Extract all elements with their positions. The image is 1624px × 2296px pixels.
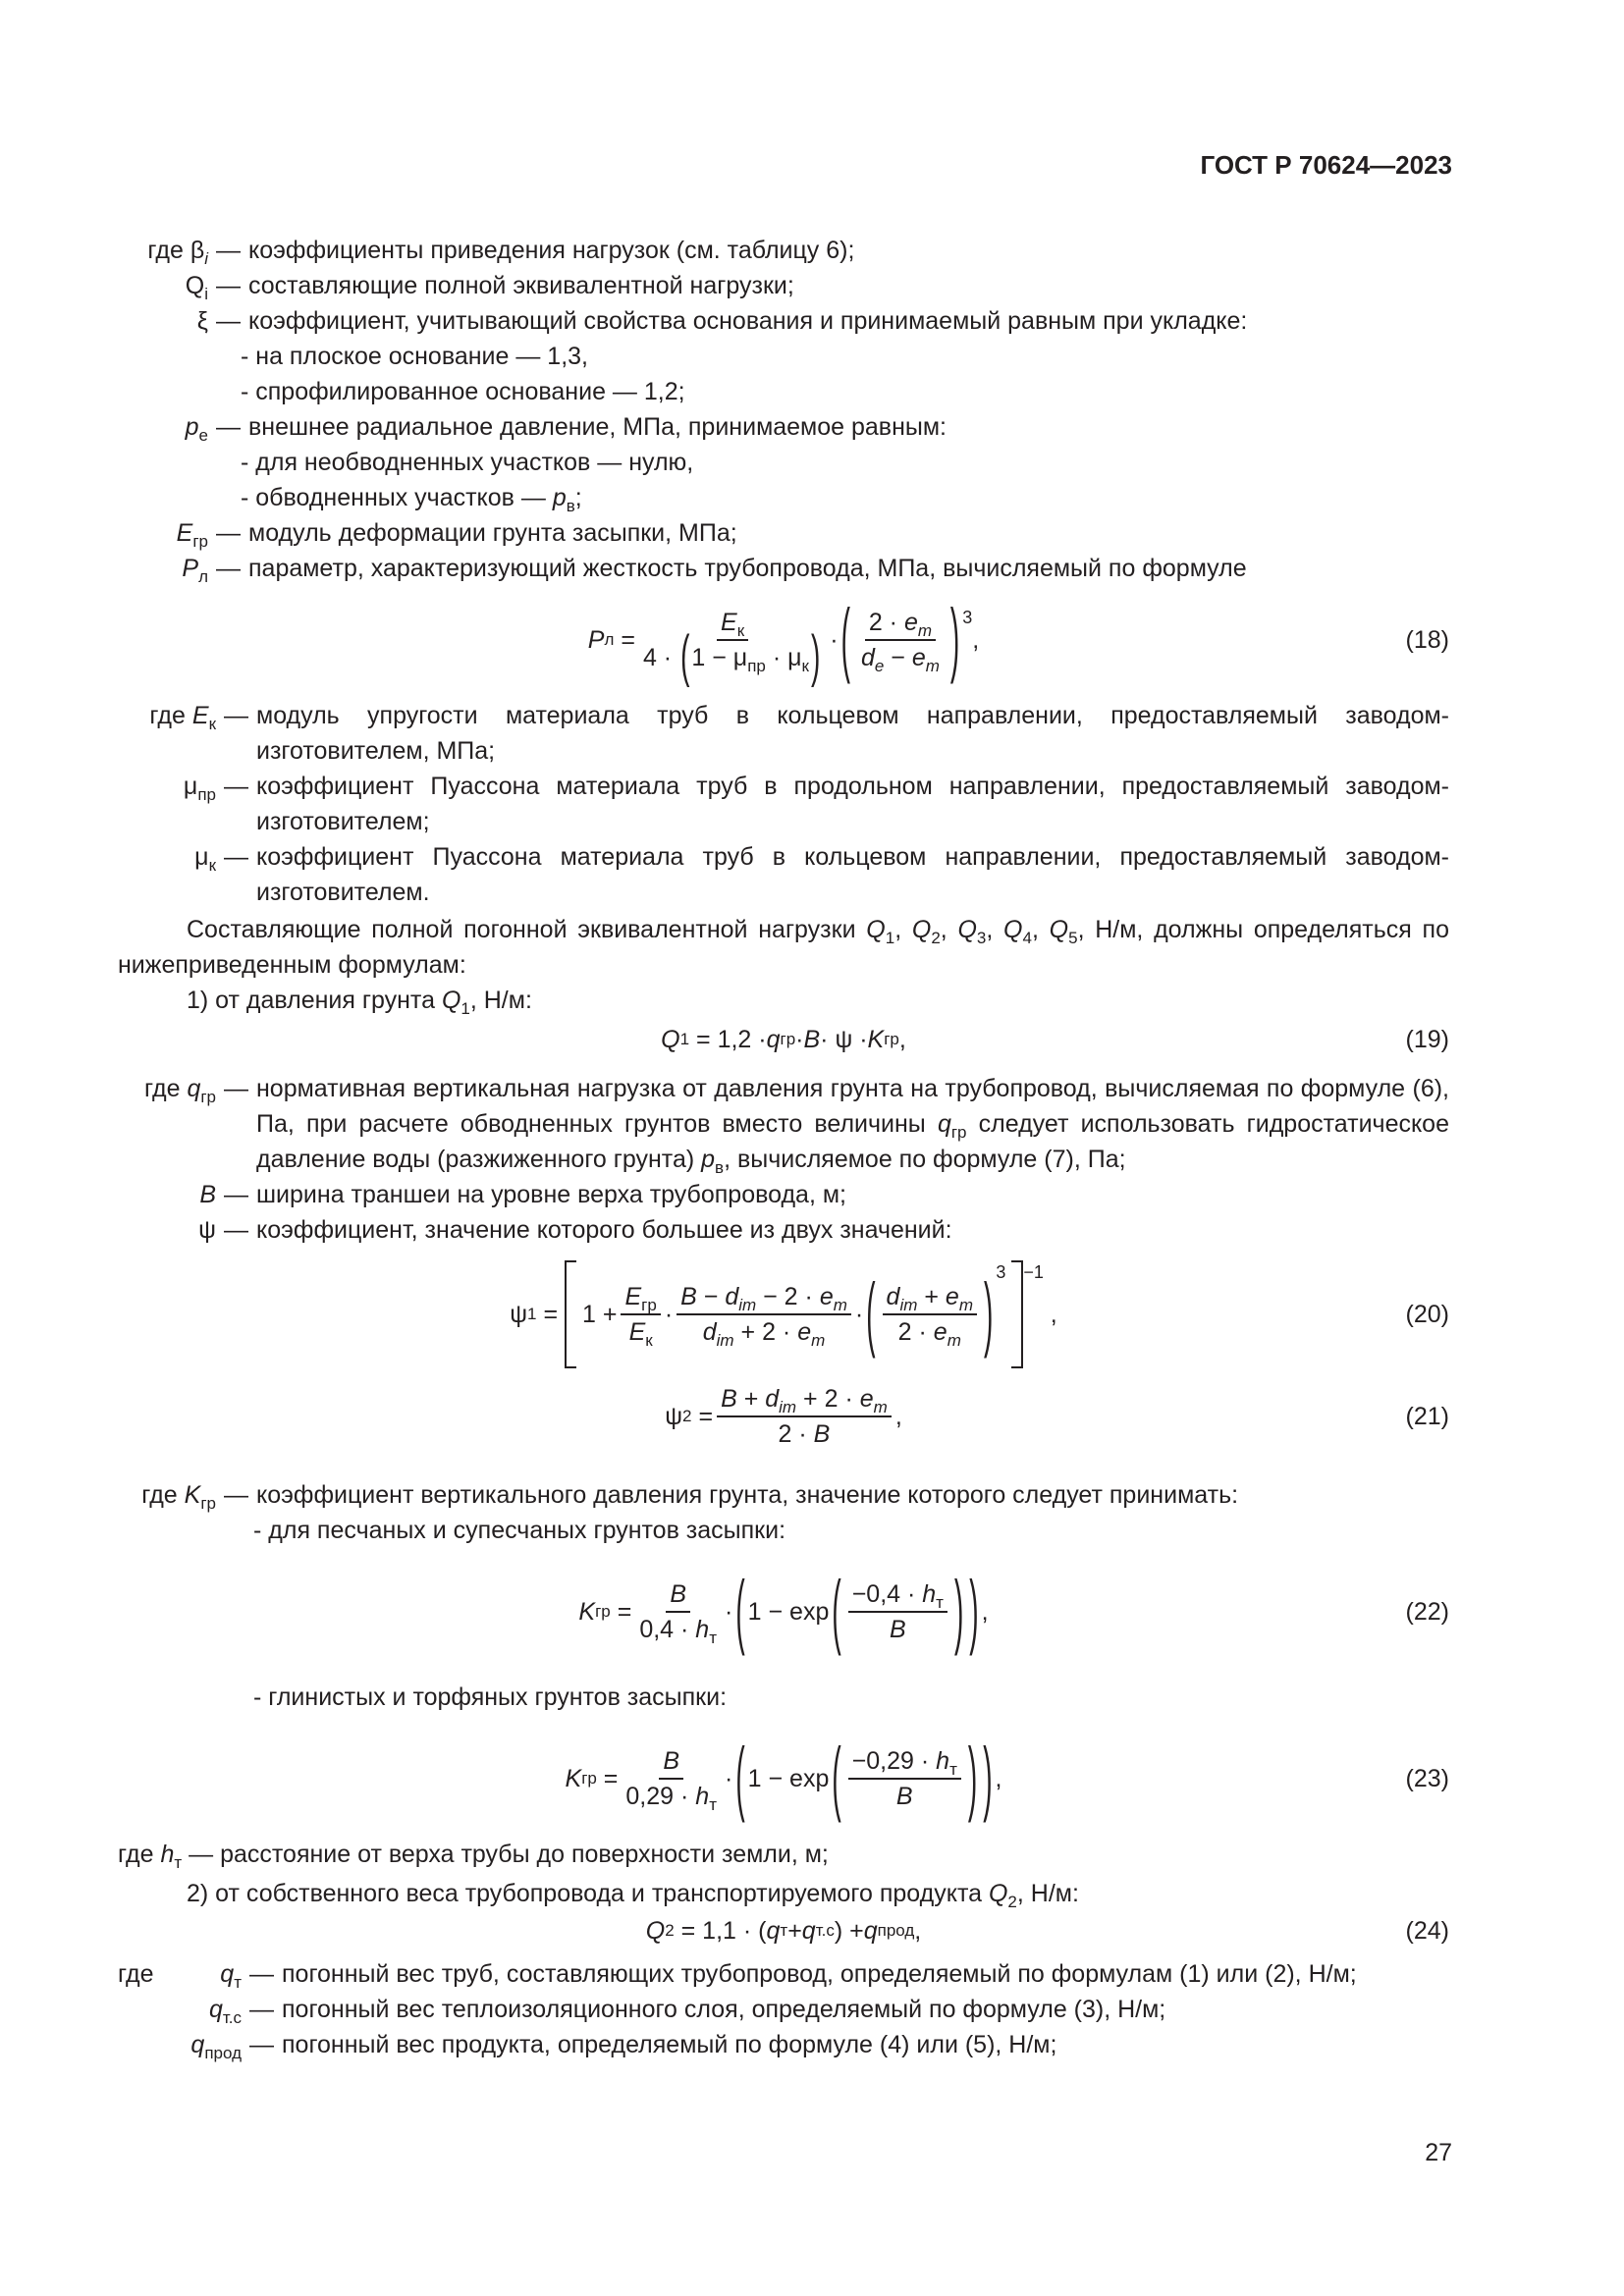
equation-20: ψ 1 = 1 + $E_{гр}$ $E_к$ · $B - d_{im} - 2 \cdot e_m$ $d_{im} + 2 \cdot e_m$ · ( $d_{im} + e_m$ $2 \cdot e_m$ ) 3 −1 , (20)	[118, 1254, 1449, 1375]
def-xi: ξ — коэффициент, учитывающий свойства основания и принимаемый равным при укладке:	[196, 307, 1248, 335]
def-kgr-sand: - для песчаных и супесчаных грунтов засыпки:	[253, 1517, 786, 1544]
eqnum-20: (20)	[1405, 1301, 1449, 1328]
eqnum-21: (21)	[1405, 1403, 1449, 1430]
equation-24: Q 2 = 1,1 · ( q т + q т.с ) + q прод , (24)	[118, 1911, 1449, 1950]
def-qprod: $q_{прод}$ — погонный вес продукта, определяемый по формуле (4) или (5), Н/м;	[190, 2031, 1057, 2062]
paragraph-components: Составляющие полной погонной эквивалентной нагрузки $Q_1$, $Q_2$, $Q_3$, $Q_4$, $Q_5$, Н/м, должны определяться по нижеприведенным формулам:	[118, 916, 1449, 979]
page-number: 27	[1425, 2139, 1452, 2166]
def-xi-b: - спрофилированное основание — 1,2;	[241, 378, 685, 405]
def-pe-b: - обводненных участков — $p_в$;	[241, 484, 582, 515]
eqnum-18: (18)	[1405, 626, 1449, 654]
eqnum-19: (19)	[1405, 1026, 1449, 1053]
def-mu-pr: $\mu_{пр}$ — коэффициент Пуассона материала труб в продольном направлении, предоставляемый заводом-изготовителем;	[183, 773, 1449, 835]
def-kgr: где $K_{гр}$ — коэффициент вертикального давления грунта, значение которого следует принимать:	[141, 1481, 1239, 1513]
def-pe-a: - для необводненных участков — нулю,	[241, 449, 694, 476]
page-content	[118, 233, 1449, 2062]
step-1: 1) от давления грунта $Q_1$, Н/м:	[187, 987, 532, 1018]
def-xi-a: - на плоское основание — 1,3,	[241, 343, 588, 370]
def-pl: $P_л$ — параметр, характеризующий жесткость трубопровода, МПа, вычисляемый по формуле	[182, 555, 1247, 586]
standard-designation: ГОСТ Р 70624—2023	[1200, 150, 1452, 180]
def-qtc: $q_{т.с}$ — погонный вес теплоизоляционного слоя, определяемый по формуле (3), Н/м;	[208, 1996, 1166, 2027]
def-q: $Q_i$ — составляющие полной эквивалентной нагрузки;	[185, 272, 794, 303]
eqnum-22: (22)	[1405, 1598, 1449, 1626]
def-b: B — ширина траншеи на уровне верха трубопровода, м;	[199, 1181, 846, 1208]
def-mu-k: $\mu_к$ — коэффициент Пуассона материала труб в кольцевом направлении, предоставляемый заводом-изготовителем.	[194, 843, 1449, 906]
step-2: 2) от собственного веса трубопровода и транспортируемого продукта $Q_2$, Н/м:	[187, 1880, 1079, 1911]
equation-23: K гр = B $0,29 \cdot h_т$ · ( 1 − exp ( $-0,29 \cdot h_т$ B ) ) , (23)	[565, 1732, 1449, 1823]
equation-18: P л = $E_к$ $4 \cdot (1 - \mu_{пр} \cdot \mu_к)$ · ( $2 \cdot e_m$ $d_e - e_m$ ) 3 , (18)	[587, 593, 1449, 688]
def-egr: $E_{гр}$ — модуль деформации грунта засыпки, МПа;	[176, 519, 737, 551]
def-ek: где $E_к$ — модуль упругости материала труб в кольцевом направлении, предоставляемый заводом-изготовителем, МПа;	[149, 702, 1449, 765]
def-pe: $p_e$ — внешнее радиальное давление, МПа, принимаемое равным:	[185, 413, 947, 445]
def-psi: ψ — коэффициент, значение которого большее из двух значений:	[198, 1216, 952, 1244]
def-ht: где $h_т$ — расстояние от верха трубы до поверхности земли, м;	[118, 1841, 829, 1872]
def-kgr-clay: - глинистых и торфяных грунтов засыпки:	[253, 1683, 728, 1711]
equation-21: ψ 2 = $B + d_{im} + 2 \cdot e_m$ 2 · B , (21)	[118, 1375, 1449, 1458]
equation-19: Q 1 = 1,2 · q гр · B · ψ · K гр , (19)	[118, 1018, 1449, 1061]
def-qgr: где $q_{гр}$ — нормативная вертикальная нагрузка от давления грунта на трубопровод, вычисляемая по формуле (6), Па, при расчете обводненных грунтов вместо величины $q_{гр}$ следует использовать гидростатическое давление воды (разжиженного грунта) $p_в$, вычисляемое по формуле (7), Па;	[143, 1075, 1449, 1177]
def-beta: где $\beta_i$ — коэффициенты приведения нагрузок (см. таблицу 6);	[147, 237, 855, 268]
equation-22: K гр = B $0,4 \cdot h_т$ · ( 1 − exp ( $-0,4 \cdot h_т$ B ) ) , (22)	[578, 1565, 1449, 1656]
def-qt: где $q_т$ — погонный вес труб, составляющих трубопровод, определяемый по формулам (1) или (2), Н/м;	[118, 1960, 1357, 1992]
eqnum-23: (23)	[1405, 1765, 1449, 1792]
eqnum-24: (24)	[1405, 1917, 1449, 1945]
